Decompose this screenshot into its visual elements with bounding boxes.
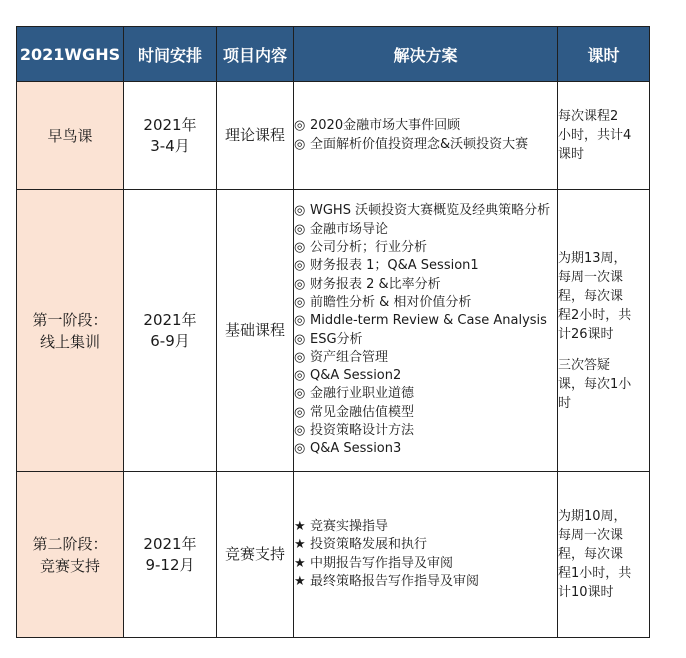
stage-line: 第一阶段： — [32, 310, 108, 329]
time-line: 2021年 — [143, 115, 197, 134]
stage-line: 早鸟课 — [47, 126, 93, 145]
circle-bullet-icon: ◎ — [294, 240, 306, 256]
stage-line: 竞赛支持 — [39, 556, 100, 575]
header-content: 项目内容 — [217, 27, 294, 82]
plan-cell — [294, 82, 558, 190]
plan-item: ◎ 2020金融市场大事件回顾 — [294, 117, 557, 135]
circle-bullet-icon: ◎ — [294, 331, 306, 347]
stage-line: 第二阶段： — [32, 534, 108, 553]
circle-bullet-icon: ◎ — [294, 221, 306, 237]
time-line: 9-12月 — [145, 555, 195, 574]
hours-text: 为期10周， 每周一次课 程，每次课 程1小时，共 计10课时 — [558, 509, 632, 600]
time-line: 3-4月 — [150, 136, 190, 155]
hours-text: 每次课程2 小时，共计4 课时 — [558, 109, 632, 162]
plan-item: ◎ 投资策略设计方法 — [294, 422, 557, 440]
circle-bullet-icon: ◎ — [294, 386, 306, 402]
time-cell — [124, 190, 217, 472]
plan-item: ◎ 前瞻性分析 & 相对价值分析 — [294, 294, 557, 312]
plan-item: ◎ Q&A Session2 — [294, 367, 557, 385]
plan-item: ◎ 公司分析；行业分析 — [294, 239, 557, 257]
plan-item: ◎ 常见金融估值模型 — [294, 404, 557, 422]
hours-cell — [558, 472, 650, 638]
header-solution: 解决方案 — [294, 27, 558, 82]
plan-cell — [294, 472, 558, 638]
time-line: 6-9月 — [150, 331, 190, 350]
circle-bullet-icon: ◎ — [294, 422, 306, 438]
plan-item: ★ 竞赛实操指导 — [294, 518, 557, 536]
circle-bullet-icon: ◎ — [294, 349, 306, 365]
topic-cell: 理论课程 — [217, 82, 294, 190]
hours-text: 三次答疑 课，每次1小 时 — [558, 357, 632, 411]
topic-cell: 基础课程 — [217, 190, 294, 472]
header-program: 2021WGHS — [17, 27, 124, 82]
plan-item: ◎ 资产组合管理 — [294, 349, 557, 367]
circle-bullet-icon: ◎ — [294, 276, 306, 292]
hours-text: 为期13周， 每周一次课 程，每次课 程2小时，共 计26课时 — [558, 250, 632, 342]
circle-bullet-icon: ◎ — [294, 136, 306, 152]
time-cell — [124, 472, 217, 638]
star-bullet-icon: ★ — [294, 555, 306, 571]
plan-item: ◎ 财务报表 1；Q&A Session1 — [294, 257, 557, 275]
table-row — [17, 82, 650, 190]
plan-item: ◎ 金融行业职业道德 — [294, 385, 557, 403]
plan-item: ◎ 全面解析价值投资理念&沃顿投资大赛 — [294, 136, 557, 154]
time-line: 2021年 — [143, 310, 197, 329]
stage-cell — [17, 190, 124, 472]
header-hours: 课时 — [558, 27, 650, 82]
topic-cell: 竞赛支持 — [217, 472, 294, 638]
plan-item: ◎ 财务报表 2 &比率分析 — [294, 276, 557, 294]
time-cell — [124, 82, 217, 190]
plan-item: ★ 中期报告写作指导及审阅 — [294, 555, 557, 573]
header-schedule: 时间安排 — [124, 27, 217, 82]
table-row — [17, 190, 650, 472]
star-bullet-icon: ★ — [294, 518, 306, 534]
hours-cell — [558, 190, 650, 472]
circle-bullet-icon: ◎ — [294, 404, 306, 420]
circle-bullet-icon: ◎ — [294, 313, 306, 329]
time-line: 2021年 — [143, 534, 197, 553]
header-row — [17, 27, 650, 82]
plan-item: ◎ 金融市场导论 — [294, 221, 557, 239]
circle-bullet-icon: ◎ — [294, 368, 306, 384]
circle-bullet-icon: ◎ — [294, 203, 306, 219]
hours-cell — [558, 82, 650, 190]
circle-bullet-icon: ◎ — [294, 118, 306, 134]
plan-item: ◎ ESG分析 — [294, 331, 557, 349]
plan-item: ◎ Q&A Session3 — [294, 440, 557, 458]
schedule-table — [16, 26, 650, 638]
plan-item: ◎ Middle-term Review & Case Analysis — [294, 312, 557, 330]
circle-bullet-icon: ◎ — [294, 441, 306, 457]
plan-item: ★ 投资策略发展和执行 — [294, 536, 557, 554]
star-bullet-icon: ★ — [294, 537, 306, 553]
plan-item: ◎ WGHS 沃顿投资大赛概览及经典策略分析 — [294, 202, 557, 220]
star-bullet-icon: ★ — [294, 573, 306, 589]
stage-line: 线上集训 — [39, 332, 100, 351]
circle-bullet-icon: ◎ — [294, 294, 306, 310]
plan-item: ★ 最终策略报告写作指导及审阅 — [294, 573, 557, 591]
stage-cell — [17, 472, 124, 638]
plan-cell — [294, 190, 558, 472]
table-row — [17, 472, 650, 638]
circle-bullet-icon: ◎ — [294, 258, 306, 274]
stage-cell — [17, 82, 124, 190]
